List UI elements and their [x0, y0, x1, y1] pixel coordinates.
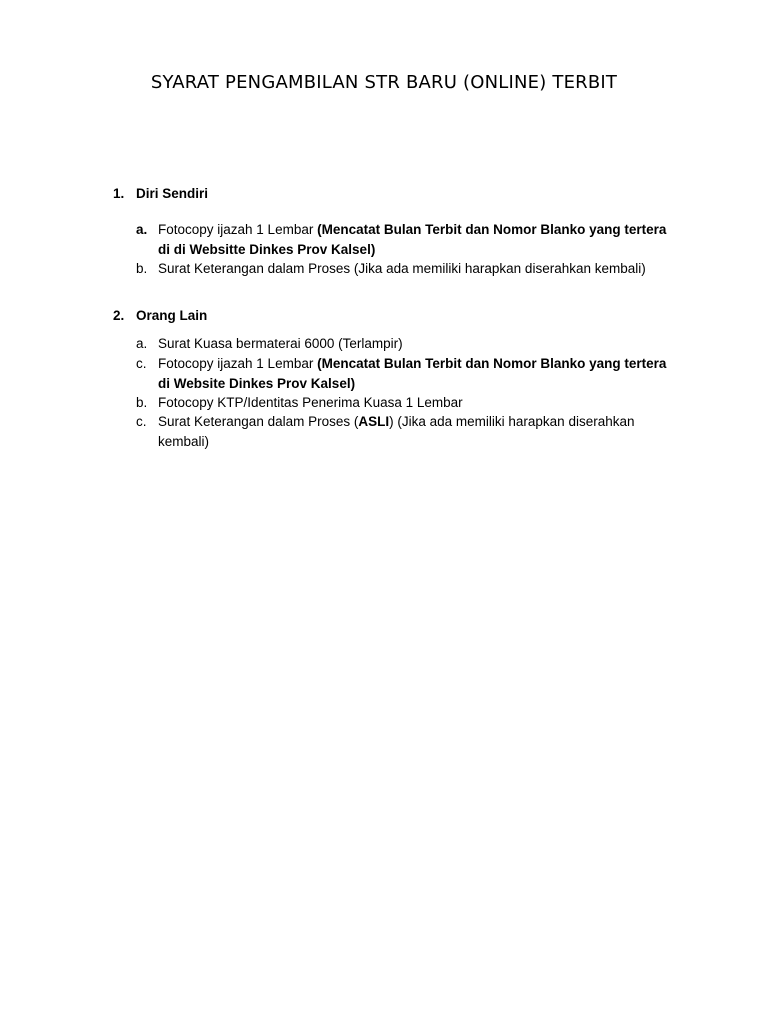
document-title: SYARAT PENGAMBILAN STR BARU (ONLINE) TERBIT: [150, 72, 618, 93]
section-number: 2.: [113, 308, 125, 323]
list-item: [136, 259, 676, 279]
item-text: Fotocopy ijazah 1 Lembar: [158, 222, 318, 237]
list-item: [136, 393, 676, 413]
item-text: Surat Keterangan dalam Proses (Jika ada memiliki harapkan diserahkan kembali): [158, 261, 646, 276]
item-text: Surat Kuasa bermaterai 6000 (Terlampir): [158, 336, 403, 351]
section-number: 1.: [113, 186, 125, 201]
list-item: [136, 412, 676, 451]
item-note: (Mencatat Bulan Terbit dan Nomor Blanko yang tertera di Website Dinkes Prov Kalsel): [158, 356, 667, 391]
item-text: Fotocopy KTP/Identitas Penerima Kuasa 1 Lembar: [158, 395, 463, 410]
list-marker: b.: [136, 395, 148, 410]
section-1-heading: [113, 185, 208, 203]
list-marker: b.: [136, 261, 148, 276]
section-2-heading: [113, 307, 207, 325]
list-marker: c.: [136, 356, 147, 371]
list-marker: c.: [136, 414, 147, 429]
list-item: [136, 354, 676, 393]
list-item: [136, 220, 676, 259]
item-note: ASLI: [358, 414, 390, 429]
section-title: Diri Sendiri: [136, 186, 209, 201]
item-text: Surat Keterangan dalam Proses (: [158, 414, 359, 429]
list-marker: a.: [136, 222, 148, 237]
list-marker: a.: [136, 336, 148, 351]
list-item: [136, 334, 676, 354]
item-text: Fotocopy ijazah 1 Lembar: [158, 356, 318, 371]
item-note: (Mencatat Bulan Terbit dan Nomor Blanko yang tertera di di Websitte Dinkes Prov Kalsel): [158, 222, 667, 257]
section-title: Orang Lain: [136, 308, 208, 323]
item-text-after: ) (Jika ada memiliki harapkan diserahkan kembali): [158, 414, 635, 449]
